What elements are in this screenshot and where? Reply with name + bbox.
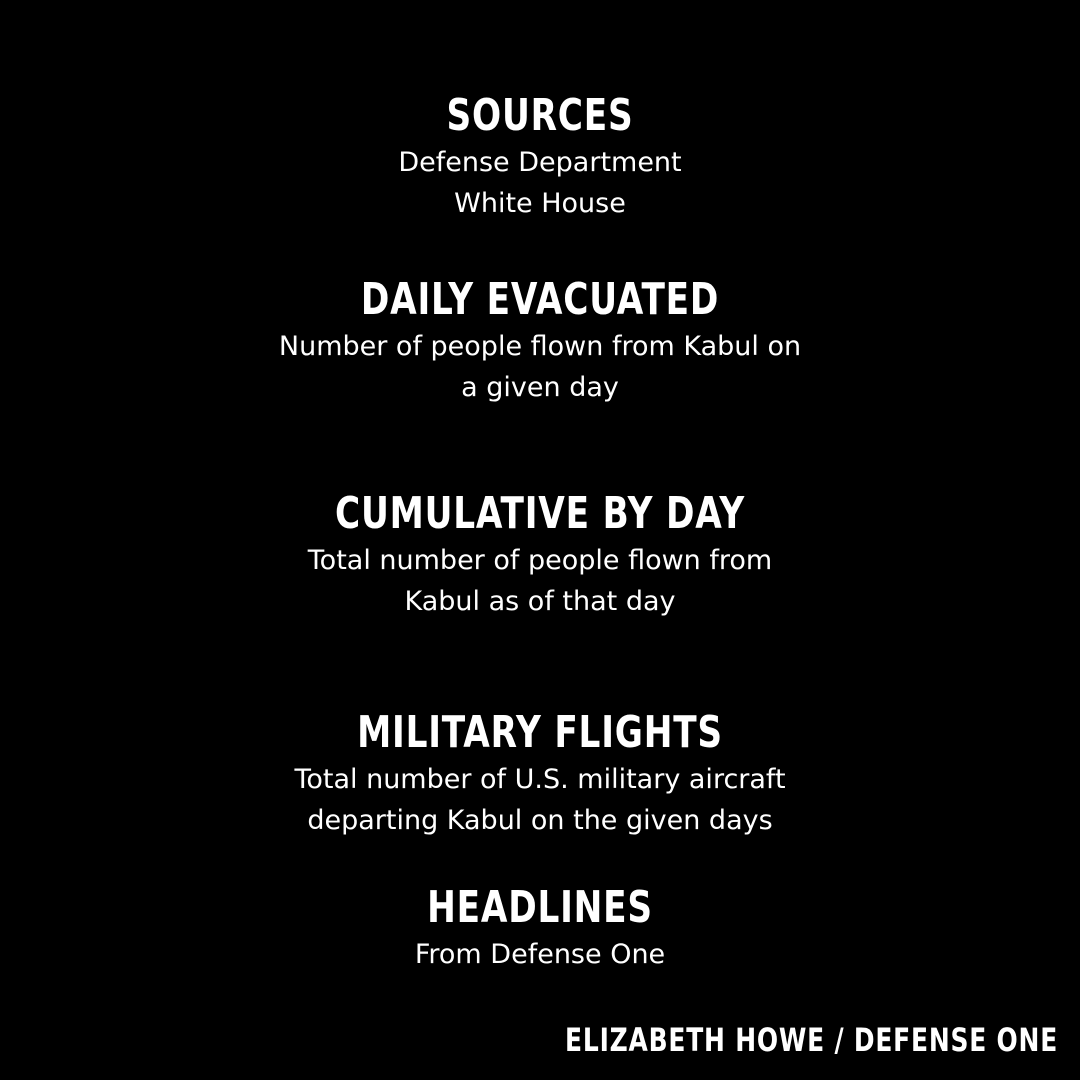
- cumulative-line-2: Kabul as of that day: [404, 586, 676, 617]
- headlines-heading: HEADLINES: [427, 882, 653, 933]
- cumulative-description: [0, 540, 1080, 622]
- headlines-description: [0, 934, 1080, 975]
- sources-section: [0, 90, 1080, 224]
- sources-line-1: Defense Department: [398, 147, 682, 178]
- military-flights-section: [0, 707, 1080, 841]
- cumulative-section: [0, 488, 1080, 622]
- author-credit: ELIZABETH HOWE / DEFENSE ONE: [565, 1021, 1058, 1059]
- headlines-line-1: From Defense One: [414, 939, 666, 970]
- sources-heading: SOURCES: [446, 90, 634, 141]
- military-flights-line-1: Total number of U.S. military aircraft: [294, 764, 786, 795]
- sources-description: [0, 142, 1080, 224]
- cumulative-heading: CUMULATIVE BY DAY: [335, 488, 745, 539]
- headlines-section: [0, 882, 1080, 975]
- sources-line-2: White House: [454, 188, 626, 219]
- cumulative-line-1: Total number of people flown from: [307, 545, 773, 576]
- daily-evacuated-section: [0, 274, 1080, 408]
- military-flights-line-2: departing Kabul on the given days: [307, 805, 773, 836]
- daily-evacuated-heading: DAILY EVACUATED: [360, 274, 720, 325]
- military-flights-description: [0, 759, 1080, 841]
- military-flights-heading: MILITARY FLIGHTS: [357, 707, 723, 758]
- daily-evacuated-line-1: Number of people flown from Kabul on: [278, 331, 802, 362]
- daily-evacuated-description: [0, 326, 1080, 408]
- daily-evacuated-line-2: a given day: [461, 372, 619, 403]
